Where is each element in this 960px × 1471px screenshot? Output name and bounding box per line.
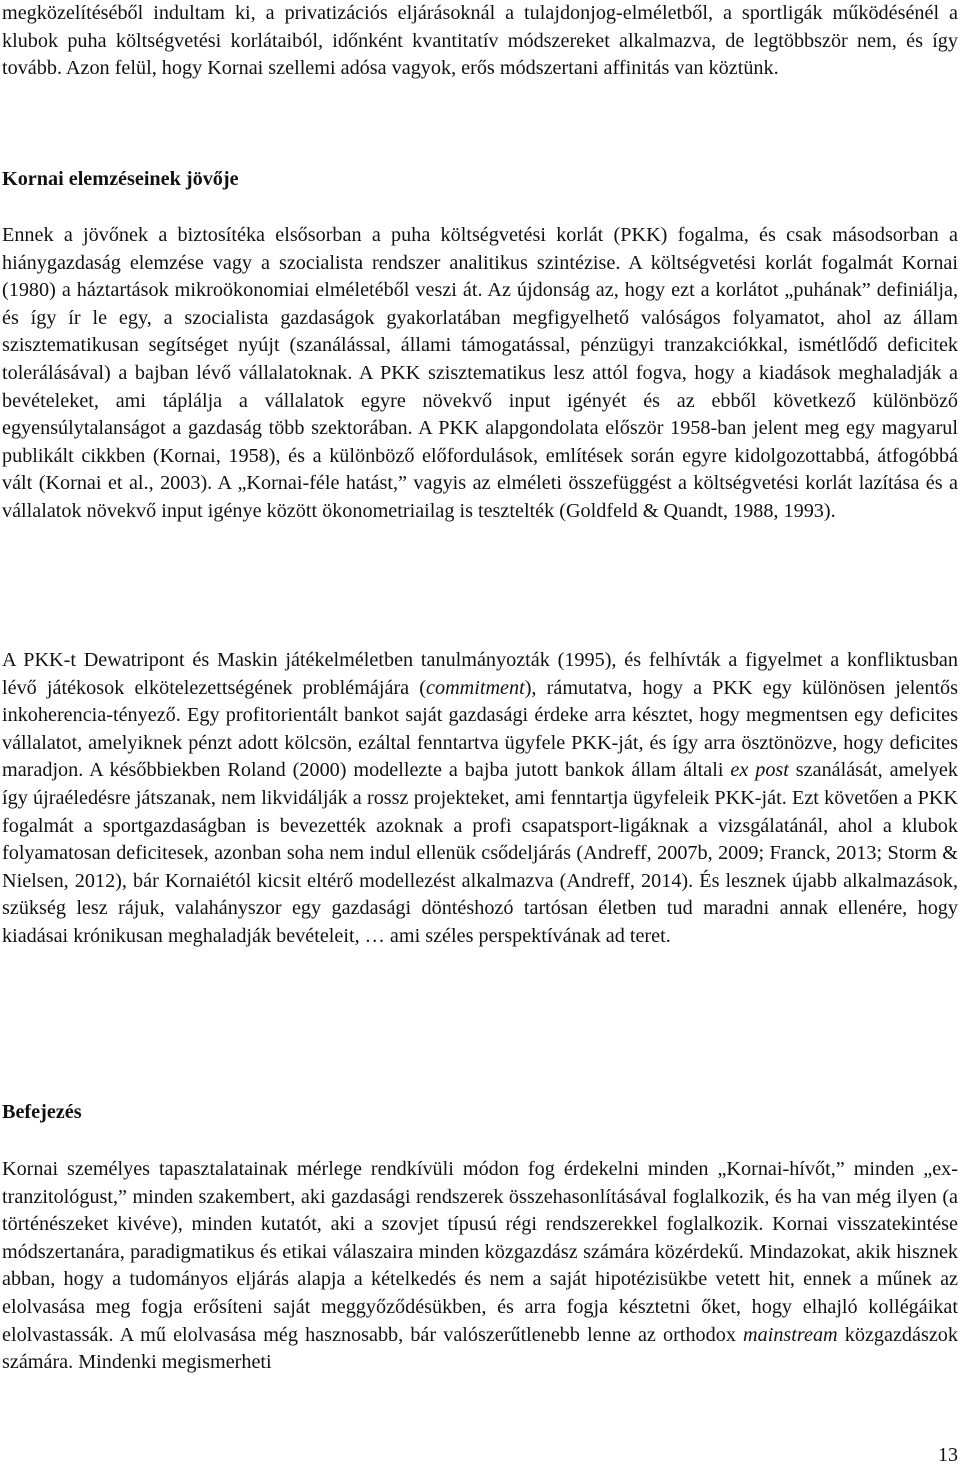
italic-term-commitment: commitment (426, 676, 525, 699)
text-run: szanálását, amelyek így újraéledésre játszanak, nem likvidálják a rossz projekteket, ami fenntartja ügyfeleik PKK-ját. Ezt követően a PKK fogalmát a sportgazdaságban is bevezették azoknak a profi csapatsport-ligáknak a vizsgálatánál, ahol a klubok folyamatosan deficitesek, azonban soha nem indul ellenük csődeljárás (Andreff, 2007b, 2009; Franck, 2013; Storm & Nielsen, 2012), bár Kornaiétól kicsit eltérő modellezést alkalmazva (Andreff, 2014). És lesznek újabb alkalmazások, szükség lesz rájuk, valahányszor egy gazdasági döntéshozó tartósan életben tud maradni annak ellenére, hogy kiadásai krónikusan meghaladják bevételeit, … ami széles perspektívának ad teret. (2, 759, 958, 947)
section-heading-conclusion: Befejezés (2, 1101, 82, 1123)
paragraph-conclusion (2, 1156, 958, 1377)
text-run: ), rámutatva, hogy a PKK egy különösen jelentős inkoherencia-tényező. Egy profitorientált bankot saját gazdasági érdeke arra késztet, hogy megmentsen egy deficites vállalatot, amelyiknek pénzt adott kölcsön, ezáltal fenntartva ügyfele PKK-ját, és így arra ösztönözve, hogy deficites maradjon. A későbbiekben Roland (2000) modellezte a bajba jutott bankok állam általi (2, 676, 958, 782)
paragraph-soft-budget-constraint: Ennek a jövőnek a biztosítéka elsősorban a puha költségvetési korlát (PKK) fogalma, és csak másodsorban a hiánygazdaság elemzése vagy a szocialista rendszer analitikus szintézise. A költségvetési korlát fogalmát Kornai (1980) a háztartások mikroökonomiai elméletéből veszi át. Az újdonság az, hogy ezt a korlátot „puhának” definiálja, és így ír le egy, a szocialista gazdaságok gyakorlatában megfigyelhető valóságos folyamatot, ahol az állam szisztematikusan segítséget nyújt (szanálással, állami támogatással, pénzügyi tranzakciókkal, ismétlődő deficitek tolerálásával) a bajban lévő vállalatoknak. A PKK szisztematikus lesz attól fogva, hogy a kiadások meghaladják a bevételeket, ami táplálja a vállalatok egyre növekvő input igényét és az ebből következő különböző egyensúlytalanságot a gazdaság több szektorában. A PKK alapgondolata először 1958-ban jelent meg egy magyarul publikált cikkben (Kornai, 1958), és a különböző előfordulások, említések során egyre kidolgozottabbá, átfogóbbá vált (Kornai et al., 2003). A „Kornai-féle hatást,” vagyis az elméleti összefüggést a költségvetési korlát lazítása és a vállalatok növekvő input igénye között ökonometriailag is tesztelték (Goldfeld & Quandt, 1988, 1993). (2, 224, 958, 522)
italic-term-mainstream: mainstream (743, 1323, 838, 1346)
text-run: közgazdászok számára. Mindenki megismerheti (2, 1323, 958, 1374)
paragraph-game-theory (2, 647, 958, 951)
page-number: 13 (938, 1444, 958, 1466)
italic-term-ex-post: ex post (730, 759, 789, 782)
section-heading-future: Kornai elemzéseinek jövője (2, 168, 239, 190)
paragraph-methodology: megközelítéséből indultam ki, a privatizációs eljárásoknál a tulajdonjog-elméletből, a sportligák működésénél a klubok puha költségvetési korlátaiból, időnként kvantitatív módszereket alkalmazva, de legtöbbször nem, és így tovább. Azon felül, hogy Kornai szellemi adósa vagyok, erős módszertani affinitás van köztünk. (2, 2, 958, 80)
text-run: A PKK-t Dewatripont és Maskin játékelméletben tanulmányozták (1995), és felhívták a figyelmet a konfliktusban lévő játékosok elkötelezettségének problémájára ( (2, 649, 958, 699)
text-run: Kornai személyes tapasztalatainak mérlege rendkívüli módon fog érdekelni minden „Kornai-hívőt,” minden „ex-tranzitológust,” minden szakembert, aki gazdasági rendszerek összehasonlításával foglalkozik, és ha van még ilyen (a történészeket kivéve), minden kutatót, aki a szovjet típusú régi rendszerekkel foglalkozik. Kornai visszatekintése módszertanára, paradigmatikus és etikai válaszaira minden közgazdász számára közérdekű. Mindazokat, akik hisznek abban, hogy a tudományos eljárás alapja a kételkedés és nem a saját hipotézisükbe vetett hit, ennek a műnek az elolvasása meg fogja erősíteni saját meggyőződésükben, és arra fogja késztetni őket, hogy elhajló kollégáikat elolvastassák. A mű elolvasása még hasznosabb, bár valószerűtlenebb lenne az orthodox (2, 1158, 958, 1346)
